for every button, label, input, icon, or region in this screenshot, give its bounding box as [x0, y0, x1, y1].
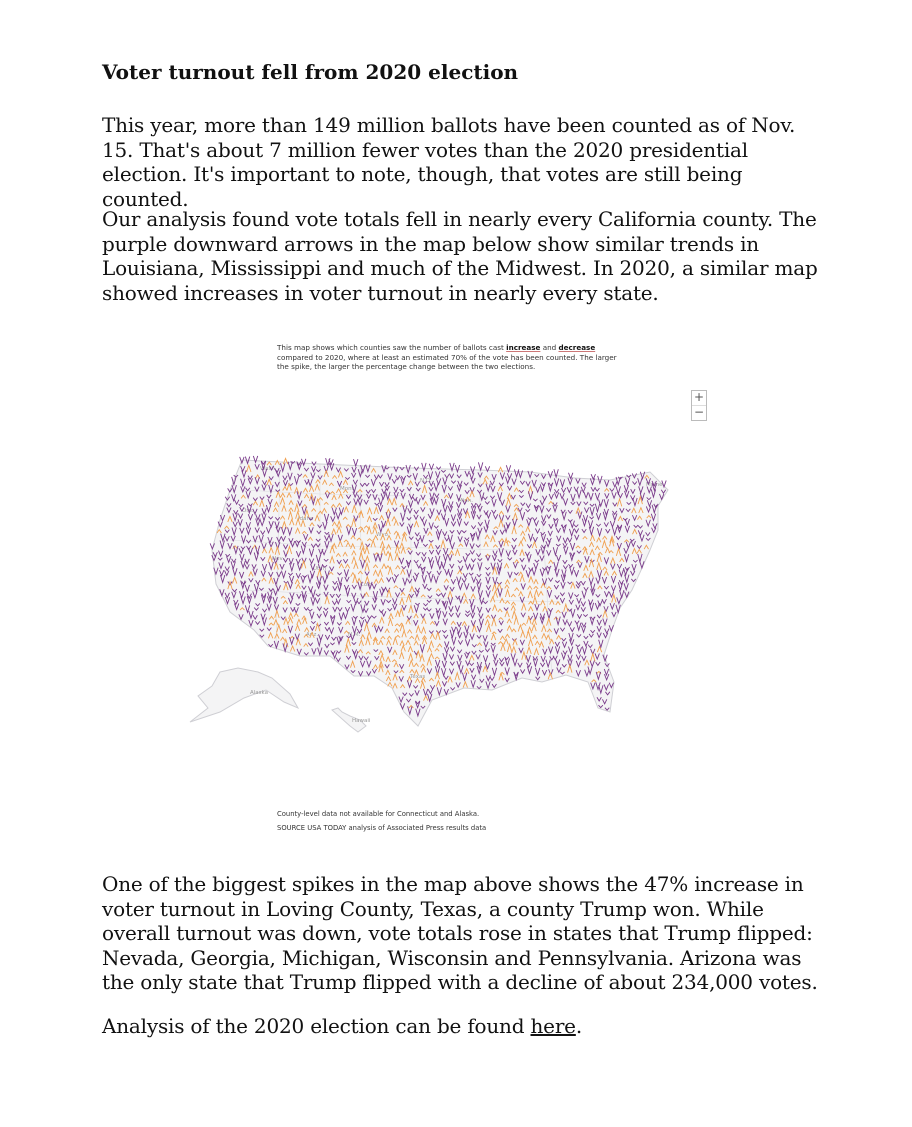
label-idaho: Idaho: [298, 516, 314, 522]
label-ariz: Ariz.: [306, 632, 319, 638]
paragraph-spikes: One of the biggest spikes in the map above shows the 47% increase in voter turnout in Loving County, Texas, a county Trump won. While overall turnout was down, vote totals rose in states that Trump flipped: Nevada, Georgia, Michigan, Wisconsin and Pennsylvania. Arizona was the only state that Trump flipped with a decline of about 234,000 votes.: [102, 872, 818, 994]
turnout-map-graphic: [180, 340, 710, 840]
data-availability-note: County-level data not available for Connecticut and Alaska.: [277, 810, 480, 818]
zoom-in-button[interactable]: +: [693, 390, 705, 404]
here-link[interactable]: here: [530, 1014, 576, 1038]
label-utah: Utah: [313, 566, 327, 572]
label-maine: Maine: [646, 482, 663, 488]
label-nev: Nev.: [272, 556, 285, 562]
increase-label: increase: [506, 343, 541, 352]
article-heading: Voter turnout fell from 2020 election: [102, 60, 519, 84]
label-ore: Ore.: [242, 508, 254, 514]
paragraph-2020-link: [102, 1014, 822, 1039]
zoom-controls: [691, 390, 707, 421]
label-hawaii: Hawaii: [352, 718, 371, 724]
map-intro: [277, 343, 622, 372]
paragraph-analysis: Our analysis found vote totals fell in nearly every California county. The purple downward arrows in the map below show similar trends in Louisiana, Mississippi and much of the Midwest. In 2020, a similar map showed increases in voter turnout in nearly every state.: [102, 207, 818, 305]
us-county-map[interactable]: [180, 450, 680, 750]
decrease-spike: [354, 459, 358, 466]
label-wash: Wash.: [260, 466, 277, 472]
intro-text-1: This map shows which counties saw the number of ballots cast: [277, 343, 507, 352]
zoom-out-button[interactable]: −: [693, 405, 705, 419]
decrease-spike: [478, 462, 482, 470]
alaska-shape: [190, 668, 298, 722]
label-minn: Minn.: [458, 498, 473, 504]
link-suffix: .: [575, 1014, 582, 1038]
label-texas: Texas: [410, 674, 426, 680]
link-prefix: Analysis of the 2020 election can be found: [102, 1014, 531, 1038]
label-nm: N.M.: [348, 632, 361, 638]
paragraph-ballot-count: This year, more than 149 million ballots have been counted as of Nov. 15. That's about 7 million fewer votes than the 2020 presidential election. It's important to note, though, that votes are still being counted.: [102, 113, 796, 211]
label-mont: Mont.: [340, 486, 356, 492]
label-wyo: Wyo.: [376, 532, 390, 538]
source-note: SOURCE USA TODAY analysis of Associated Press results data: [277, 824, 487, 832]
intro-text-3: compared to 2020, where at least an estimated 70% of the vote has been counted. The larger the spike, the larger the percentage change between the two elections.: [277, 352, 617, 372]
label-colo: Colo.: [360, 582, 374, 588]
intro-text-2: and: [540, 343, 559, 352]
label-nd: N.D.: [420, 478, 432, 484]
decrease-label: decrease: [558, 343, 596, 352]
label-alaska: Alaska: [250, 690, 268, 696]
